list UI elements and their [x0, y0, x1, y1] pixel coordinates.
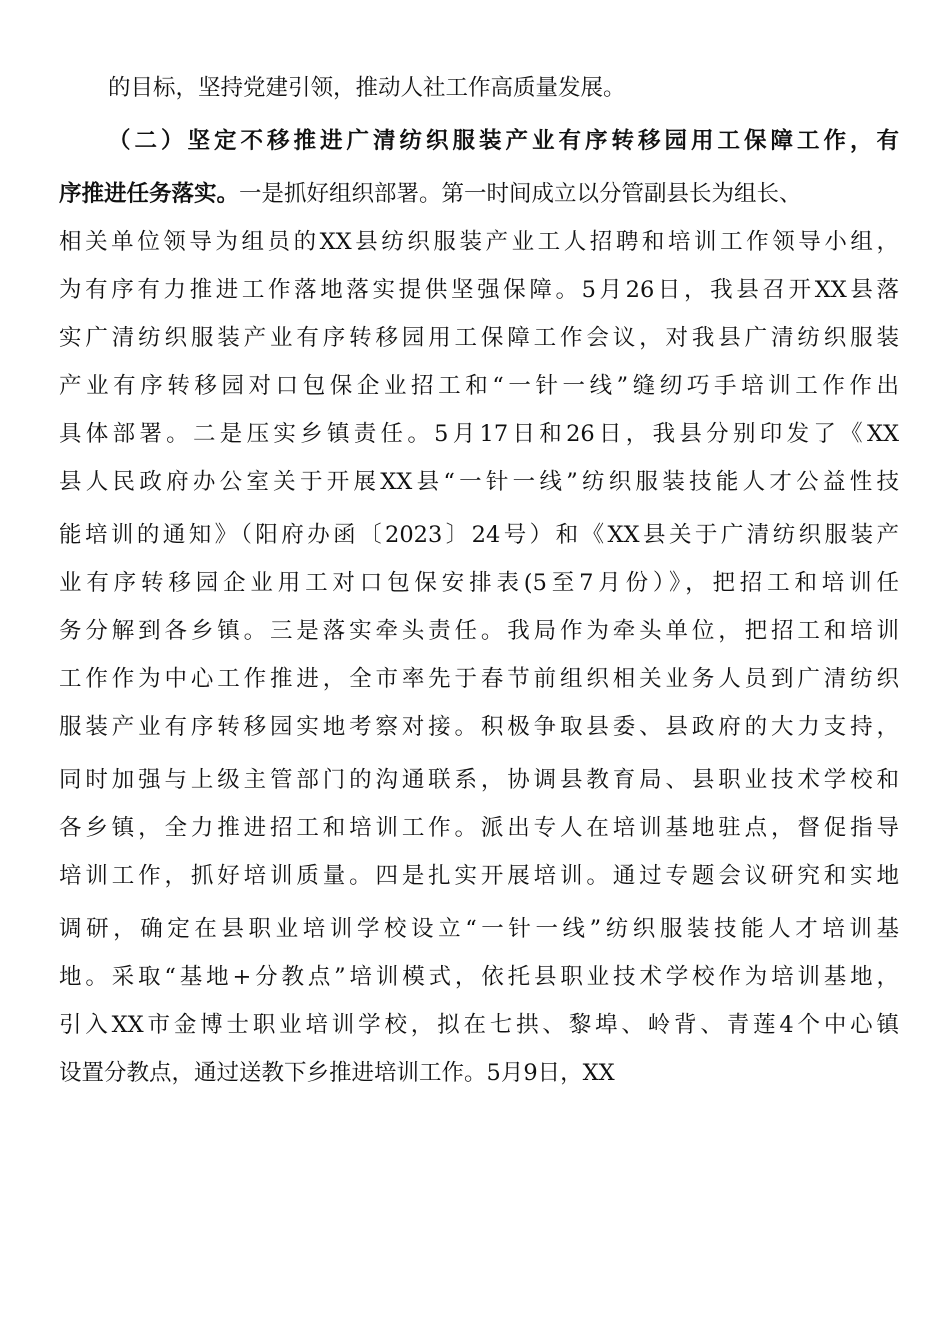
section-heading-end: 序推进任务落实。	[59, 181, 240, 207]
paragraph-line: 服装产业有序转移园实地考察对接。积极争取县委、县政府的大力支持，	[59, 714, 899, 740]
paragraph-line: 工作作为中心工作推进，全市率先于春节前组织相关业务人员到广清纺织	[59, 666, 899, 692]
paragraph-line	[59, 174, 899, 214]
paragraph-line: 地。采取“基地+分教点”培训模式，依托县职业技术学校作为培训基地，	[59, 964, 899, 990]
paragraph-line: 实广清纺织服装产业有序转移园用工保障工作会议，对我县广清纺织服装	[59, 325, 899, 351]
paragraph-line: 设置分教点，通过送教下乡推进培训工作。5月9日，XX	[59, 1060, 615, 1086]
paragraph-line: 业有序转移园企业用工对口包保安排表(5至7月份）》，把招工和培训任	[59, 570, 899, 596]
paragraph-line: 相关单位领导为组员的XX县纺织服装产业工人招聘和培训工作领导小组，	[59, 229, 899, 255]
paragraph-line: 具体部署。二是压实乡镇责任。5月17日和26日，我县分别印发了《XX	[59, 421, 899, 447]
paragraph-line: 调研，确定在县职业培训学校设立“一针一线”纺织服装技能人才培训基	[59, 916, 899, 942]
paragraph-text: 一是抓好组织部署。第一时间成立以分管副县长为组长、	[239, 181, 802, 207]
paragraph-line: 县人民政府办公室关于开展XX县“一针一线”纺织服装技能人才公益性技	[59, 469, 899, 495]
paragraph-line: 同时加强与上级主管部门的沟通联系，协调县教育局、县职业技术学校和	[59, 767, 899, 793]
paragraph-line: 培训工作，抓好培训质量。四是扎实开展培训。通过专题会议研究和实地	[59, 863, 899, 889]
paragraph-line: 各乡镇，全力推进招工和培训工作。派出专人在培训基地驻点，督促指导	[59, 815, 899, 841]
paragraph-line: 引入XX市金博士职业培训学校，拟在七拱、黎埠、岭背、青莲4个中心镇	[59, 1012, 899, 1038]
paragraph-line: 产业有序转移园对口包保企业招工和“一针一线”缝纫巧手培训工作作出	[59, 373, 899, 399]
paragraph-line: 能培训的通知》（阳府办函〔2023〕24号）和《XX县关于广清纺织服装产	[59, 522, 899, 548]
paragraph-line: 务分解到各乡镇。三是落实牵头责任。我局作为牵头单位，把招工和培训	[59, 618, 899, 644]
paragraph-line: 的目标，坚持党建引领，推动人社工作高质量发展。	[108, 75, 626, 101]
section-heading-line: （二）坚定不移推进广清纺织服装产业有序转移园用工保障工作，有	[108, 128, 899, 154]
paragraph-line: 为有序有力推进工作落地落实提供坚强保障。5月26日，我县召开XX县落	[59, 277, 899, 303]
